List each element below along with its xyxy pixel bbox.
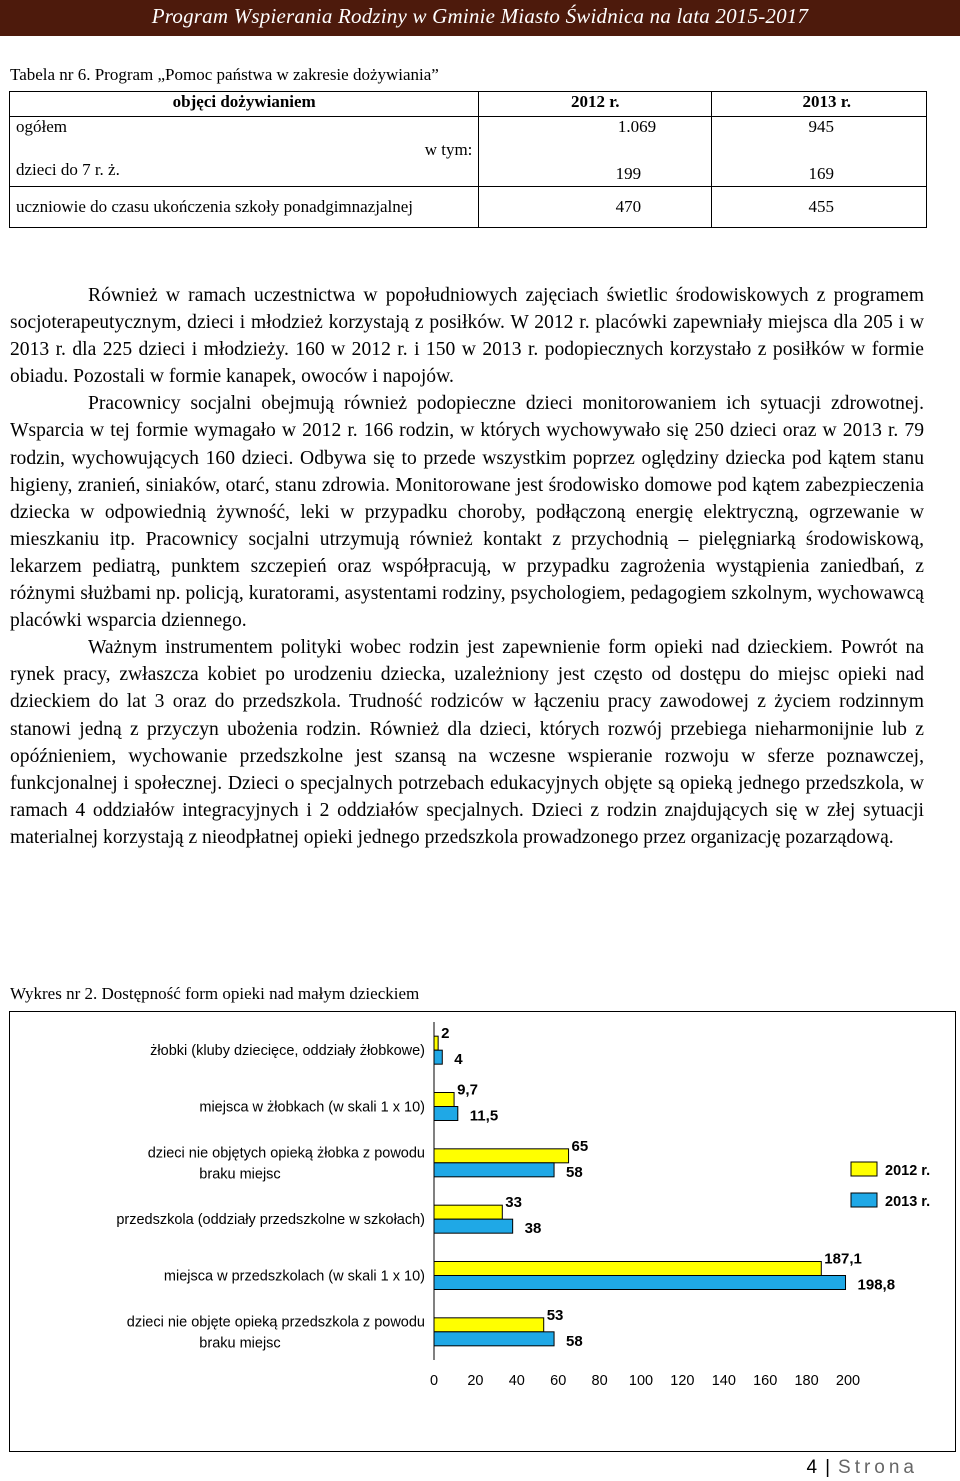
row-kids-2013: 169 [712, 140, 927, 187]
chart-category-label: przedszkola (oddziały przedszkolne w szkołach) [116, 1212, 425, 1229]
chart-x-tick-label: 140 [711, 1373, 736, 1389]
paragraph-childcare: Ważnym instrumentem polityki wobec rodzin jest zapewnienie form opieki nad dzieckiem. Powrót na rynek pracy, zwłaszcza kobiet po urodzeniu dziecka, uzależniony jest często od dostępu do miejsc opieki nad dzieckiem do lat 3 oraz do przedszkola. Trudność rodziców w łączeniu pracy zawodowej z życiem rodzinnym stanowi jedną z przyczyn ubożenia rodzin. Również dla dzieci, których rozwój przebiega nieharmonijnie lub z opóźnieniem, wychowanie przedszkolne jest szansą na wczesne wspieranie rozwoju w sferze poznawczej, funkcjonalnej i społecznej. Dzieci o specjalnych potrzebach edukacyjnych objęte są opieką jednego przedszkola, w ramach 4 oddziałów integracyjnych i 2 oddziałów specjalnych. Dzieci z rodzin znajdujących się w złej sytuacji materialnej korzystają z nieodpłatnej opieki jednego przedszkola prowadzonego przez organizację pozarządową. [10, 637, 924, 848]
chart-x-tick-label: 40 [508, 1373, 525, 1389]
page-number: 4 [806, 1457, 818, 1478]
chart-data-label: 198,8 [857, 1276, 896, 1294]
chart-bar [434, 1262, 821, 1276]
chart-bar [434, 1036, 438, 1050]
chart-x-tick-label: 20 [467, 1373, 484, 1389]
chart-bar [434, 1050, 442, 1064]
chart-category-label: dzieci nie objęte opieką przedszkola z powodu [126, 1314, 425, 1331]
w-tym-label: w tym: [424, 140, 473, 159]
chart-data-label: 58 [566, 1332, 583, 1350]
chart-bar [434, 1276, 846, 1290]
chart-category-label: dzieci nie objętych opieką żłobka z powodu [147, 1145, 425, 1162]
chart-x-tick-label: 120 [670, 1373, 695, 1389]
chart-bar [434, 1205, 502, 1219]
chart-bar [434, 1149, 569, 1163]
chart-bar [434, 1093, 454, 1107]
chart-x-tick-label: 80 [591, 1373, 608, 1389]
chart-data-label: 187,1 [824, 1250, 862, 1268]
chart-category-label: żłobki (kluby dziecięce, oddziały żłobkowe) [150, 1043, 425, 1060]
chart-legend-label: 2013 r. [885, 1194, 931, 1210]
chart-data-label: 11,5 [469, 1107, 499, 1125]
row-total-2012: 1.069 [479, 117, 712, 141]
table-header-label: objęci dożywianiem [10, 92, 479, 117]
footer-separator: | [825, 1457, 831, 1478]
chart-bar [434, 1318, 544, 1332]
chart-legend-swatch [851, 1162, 877, 1176]
chart-data-label: 38 [524, 1220, 542, 1238]
chart-x-tick-label: 60 [550, 1373, 567, 1389]
chart-x-tick-label: 200 [835, 1373, 861, 1389]
table-caption: Tabela nr 6. Program „Pomoc państwa w zakresie dożywiania” [10, 65, 439, 84]
chart-data-label: 53 [546, 1306, 564, 1324]
footer-page-word: Strona [838, 1457, 918, 1478]
chart-bar [434, 1332, 554, 1346]
chart-legend-swatch [851, 1193, 877, 1207]
table-header-2013: 2013 r. [712, 92, 927, 117]
paragraph-meals: Również w ramach uczestnictwa w popołudniowych zajęciach świetlic środowiskowych z programem socjoterapeutycznym, dzieci i młodzież korzystają z posiłków. W 2012 r. placówki zapewniały miejsca dla 205 i w 2013 r. dla 225 dzieci i młodzieży. 160 w 2012 r. i 150 w 2013 r. podopiecznych korzystało z posiłków w formie obiadu. Pozostali w formie kanapek, owoców i napojów. [10, 285, 924, 388]
chart-data-label: 9,7 [457, 1081, 478, 1099]
chart-caption: Wykres nr 2. Dostępność form opieki nad małym dzieckiem [10, 984, 420, 1003]
chart-bar [434, 1163, 554, 1177]
chart-x-tick-label: 100 [628, 1373, 654, 1389]
chart-legend-label: 2012 r. [885, 1163, 931, 1179]
chart-bar [434, 1219, 513, 1233]
chart-bar [434, 1107, 458, 1121]
chart-x-tick-label: 0 [429, 1373, 439, 1389]
row-total-2013: 945 [712, 117, 927, 141]
table-header-2012: 2012 r. [479, 92, 712, 117]
chart-data-label: 4 [454, 1051, 463, 1069]
document-header-title: Program Wspierania Rodziny w Gminie Miasto Świdnica na lata 2015-2017 [151, 4, 809, 28]
chart-x-tick-label: 160 [753, 1373, 778, 1389]
chart-data-label: 2 [441, 1025, 450, 1043]
page-footer [807, 1457, 919, 1479]
row-pupils-2013: 455 [712, 187, 927, 228]
row-pupils-label: uczniowie do czasu ukończenia szkoły ponadgimnazjalnej [10, 187, 479, 228]
chart-category-label: braku miejsc [199, 1335, 281, 1352]
chart-x-tick-label: 180 [794, 1373, 819, 1389]
chart-data-label: 65 [571, 1137, 589, 1155]
chart-data-label: 58 [566, 1163, 583, 1181]
chart-category-label: miejsca w przedszkolach (w skali 1 x 10) [163, 1268, 425, 1285]
chart-category-label: braku miejsc [199, 1166, 281, 1183]
row-pupils-2012: 470 [479, 187, 712, 228]
row-kids-2012: 199 [479, 140, 712, 187]
chart-data-label: 33 [505, 1194, 522, 1212]
row-total-label: ogółem [10, 117, 479, 141]
paragraph-health-monitoring: Pracownicy socjalni obejmują również podopieczne dzieci monitorowaniem ich sytuacji zdrowotnej. Wsparcia w tej formie wymagało w 2012 r. 166 rodzin, w których wychowywało się 250 dzieci oraz w 2013 r. 79 rodzin, wychowujących 160 dzieci. Odbywa się to przede wszystkim poprzez oględziny dziecka pod kątem stanu higieny, zranień, siniaków, otarć, stanu zdrowia. Monitorowane jest środowisko domowe pod kątem zabezpieczenia dziecka w odpowiednią żywność, leki w przypadku choroby, podłączoną energię elektryczną, ogrzewanie w mieszkaniu itp. Pracownicy socjalni utrzymują również kontakt z przychodnią – pielęgniarką środowiskową, lekarzem pediatrą, punktem szczepień oraz współpracują, w przypadku zagrożenia wystąpienia zaniedbań, z różnymi służbami np. policją, kuratorami, asystentami rodziny, psychologiem, pedagogiem szkolnym, wychowawcą placówki wsparcia dziennego. [10, 393, 924, 632]
row-kids-label: dzieci do 7 r. ż. [16, 160, 120, 179]
chart-category-label: miejsca w żłobkach (w skali 1 x 10) [199, 1099, 425, 1116]
